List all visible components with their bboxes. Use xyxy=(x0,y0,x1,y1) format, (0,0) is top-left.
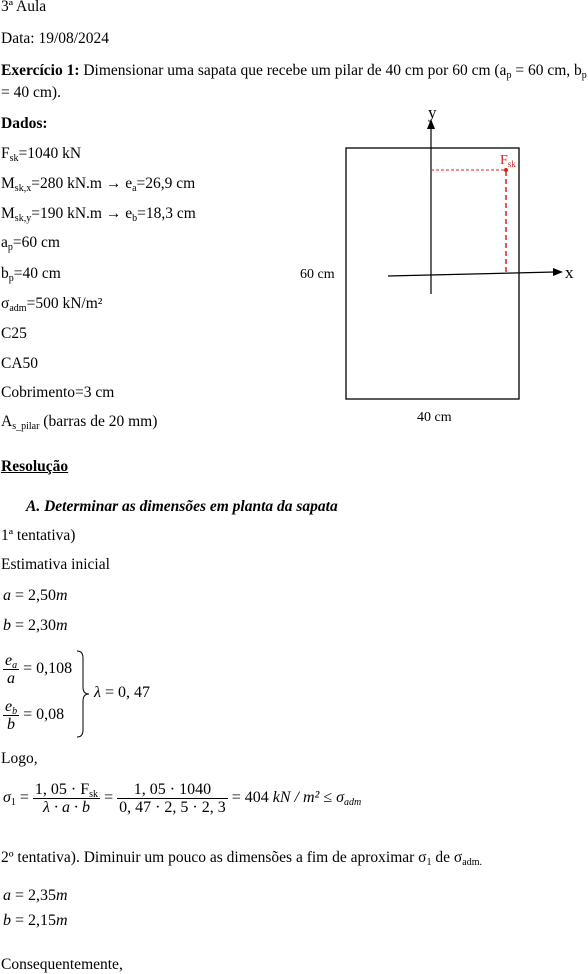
dados-heading: Dados: xyxy=(1,115,48,132)
data-fsk: $F_{sk}=1040$ kN xyxy=(1,145,82,164)
force-label: $F_{sk}$ xyxy=(500,153,516,169)
width-dimension-label: 40 cm xyxy=(417,410,452,425)
lesson-number: 3ª Aula xyxy=(1,0,47,15)
right-brace-icon xyxy=(76,650,90,738)
resolucao-heading: Resolução xyxy=(1,458,69,475)
data-as-pilar: $A_{s\_pilar}$ (barras de 20 mm) xyxy=(1,413,158,432)
eq-b1: b = 2,30m xyxy=(3,617,68,634)
attempt-1-label: 1ª tentativa) xyxy=(1,527,76,544)
eq-sigma1: $\sigma_1$ = $\frac{1, 05 \cdot F_{sk}}{\lambda \cdot a \cdot b}$ = $\frac{1, 05 \cdot 1040}{0, 47 \cdot 2, 5 \cdot 2, 3}$ = 404 kN / $m^2 \le \sigma_{adm}$ xyxy=(3,781,362,816)
eq-a2: a = 2,35m xyxy=(3,887,68,904)
y-axis-label: y xyxy=(428,103,437,122)
initial-estimate-label: Estimativa inicial xyxy=(1,556,110,573)
exercise-label: Exercício 1: xyxy=(1,62,80,79)
x-axis-arrow-icon xyxy=(553,268,563,276)
data-sigma-adm: $\sigma_{adm}=500$ kN/m² xyxy=(1,295,103,314)
eq-lambda: λ = 0, 47 xyxy=(94,684,150,701)
data-mskx: $M_{sk,x}=280$ $kN.m \to e_a=26,9$ cm xyxy=(1,175,196,194)
data-msky: $M_{sk,y}=190$ $kN.m \to e_b=18,3$ cm xyxy=(1,205,196,224)
data-steel: CA50 xyxy=(1,355,39,372)
data-cover: Cobrimento=3 cm xyxy=(1,384,115,401)
arrow-right-icon: → xyxy=(105,175,122,192)
attempt-2-text: 2º tentativa). Diminuir um pouco as dimensões a fim de aproximar $\sigma_1$ de $\sigma_{adm.}$ xyxy=(1,849,482,868)
height-dimension-label: 60 cm xyxy=(300,267,335,282)
data-concrete: C25 xyxy=(1,325,27,342)
lesson-date: Data: 19/08/2024 xyxy=(1,30,110,47)
eq-ratio-b: $\frac{e_b}{b}$ = 0,08 xyxy=(5,698,65,733)
arrow-right-icon: → xyxy=(105,205,122,222)
footing-diagram xyxy=(0,0,588,440)
consequently-label: Consequentemente, xyxy=(1,956,123,973)
data-bp: $b_p=40$ cm xyxy=(1,265,61,284)
section-title: A. Determinar as dimensões em planta da sapata xyxy=(26,498,338,515)
eq-b2: b = 2,15m xyxy=(3,912,68,929)
exercise-statement: Exercício 1: Dimensionar uma sapata que recebe um pilar de 40 cm por 60 cm ($a_p = 60$ cm, $b_p = 40$ cm). xyxy=(1,62,587,101)
x-axis xyxy=(388,272,555,276)
eq-ratio-a: $\frac{e_a}{a}$ = 0,108 xyxy=(5,652,73,687)
x-axis-label: x xyxy=(565,263,574,282)
eq-a1: a = 2,50m xyxy=(3,587,68,604)
data-ap: $a_p=60$ cm xyxy=(1,234,60,253)
logo-label: Logo, xyxy=(1,750,38,767)
